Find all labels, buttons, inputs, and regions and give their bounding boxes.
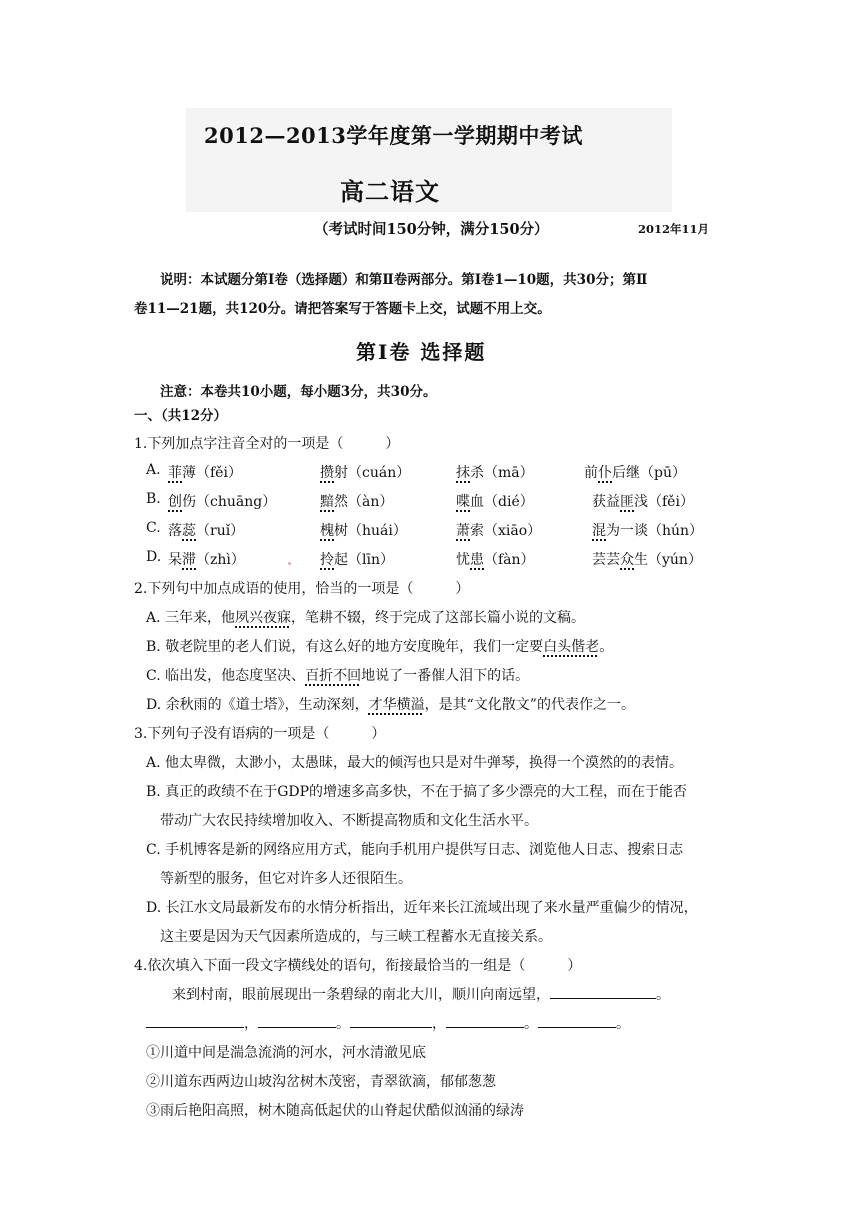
q2-stem: 2.下列句中加点成语的使用，恰当的一项是（ ） (134, 581, 470, 597)
q1-stem: 1.下列加点字注音全对的一项是（ ） (134, 436, 400, 452)
q1-option-a: A. 菲薄（fěi） 攒射（cuán） 抹杀（mā） 前仆后继（pū） (146, 462, 686, 481)
section-note: 注意：本卷共10小题，每小题3分，共30分。 (160, 384, 437, 400)
q3-stem: 3.下列句子没有语病的一项是（ ） (134, 726, 386, 742)
part-heading: 一、（共12分） (134, 408, 228, 424)
exam-duration-score: （考试时间150分钟，满分150分） (314, 221, 549, 238)
q3-option-b-line2: 带动广大农民持续增加收入、不断提高物质和文化生活水平。 (160, 813, 538, 829)
instructions-line2: 卷11—21题，共120分。请把答案写于答题卡上交，试题不用上交。 (134, 301, 551, 317)
q1-option-b: B. 创伤（chuāng） 黯然（àn） 喋血（dié） 获益匪浅（fěi） (146, 491, 694, 510)
stray-mark (288, 562, 291, 565)
q4-passage-line2: ， 。 ， 。 。 (146, 1013, 630, 1033)
q3-option-c-line1: C. 手机博客是新的网络应用方式，能向手机用户提供写日志、浏览他人日志、搜索日志 (146, 842, 684, 858)
q2-option-d: D. 余秋雨的《道士塔》，生动深刻，才华横溢，是其“文化散文”的代表作之一。 (146, 697, 635, 713)
blank-6 (538, 1013, 616, 1028)
exam-title: 2012—2013学年度第一学期期中考试 (204, 123, 583, 148)
q4-statement-1: ①川道中间是湍急流淌的河水，河水清澈见底 (146, 1045, 426, 1061)
q4-statement-3: ③雨后艳阳高照，树木随高低起伏的山脊起伏酷似汹涌的绿涛 (146, 1103, 524, 1119)
blank-4 (350, 1013, 432, 1028)
q3-option-d-line1: D. 长江水文局最新发布的水情分析指出，近年来长江流域出现了来水量严重偏少的情况， (146, 900, 698, 916)
q2-option-a: A. 三年来，他夙兴夜寐，笔耕不辍，终于完成了这部长篇小说的文稿。 (146, 610, 586, 626)
q3-option-c-line2: 等新型的服务，但它对许多人还很陌生。 (160, 871, 412, 887)
q3-option-a: A. 他太卑微，太渺小，太愚昧，最大的倾泻也只是对牛弹琴，换得一个漠然的的表情。 (146, 755, 684, 771)
q4-statement-2: ②川道东西两边山坡沟岔树木茂密，青翠欲滴，郁郁葱葱 (146, 1074, 496, 1090)
q4-stem: 4.依次填入下面一段文字横线处的语句，衔接最恰当的一组是（ ） (134, 958, 582, 974)
blank-3 (258, 1013, 336, 1028)
q3-option-b-line1: B. 真正的政绩不在于GDP的增速多高多快，不在于搞了多少漂亮的大工程，而在于能否 (146, 784, 688, 800)
q3-option-d-line2: 这主要是因为天气因素所造成的，与三峡工程蓄水无直接关系。 (160, 929, 552, 945)
blank-5 (446, 1013, 524, 1028)
exam-date: 2012年11月 (638, 222, 710, 236)
q2-option-b: B. 敬老院里的老人们说，有这么好的地方安度晚年，我们一定要白头偕老。 (146, 639, 614, 655)
instructions-line1: 说明：本试题分第Ⅰ卷（选择题）和第Ⅱ卷两部分。第Ⅰ卷1—10题，共30分；第Ⅱ (160, 272, 648, 288)
q1-option-c: C. 落蕊（ruǐ） 槐树（huái） 萧索（xiāo） 混为一谈（hún） (146, 520, 704, 539)
blank-1 (550, 984, 656, 999)
q4-passage-line1: 来到村南，眼前展现出一条碧绿的南北大川，顺川向南远望， 。 (172, 984, 670, 1004)
subject-title: 高二语文 (340, 177, 440, 206)
q1-option-d: D. 呆滞（zhì） 拎起（līn） 忧患（fàn） 芸芸众生（yún） (146, 549, 702, 568)
q2-option-c: C. 临出发，他态度坚决、百折不回地说了一番催人泪下的话。 (146, 668, 530, 684)
blank-2 (146, 1013, 244, 1028)
section-title: 第Ⅰ卷 选择题 (356, 340, 487, 364)
